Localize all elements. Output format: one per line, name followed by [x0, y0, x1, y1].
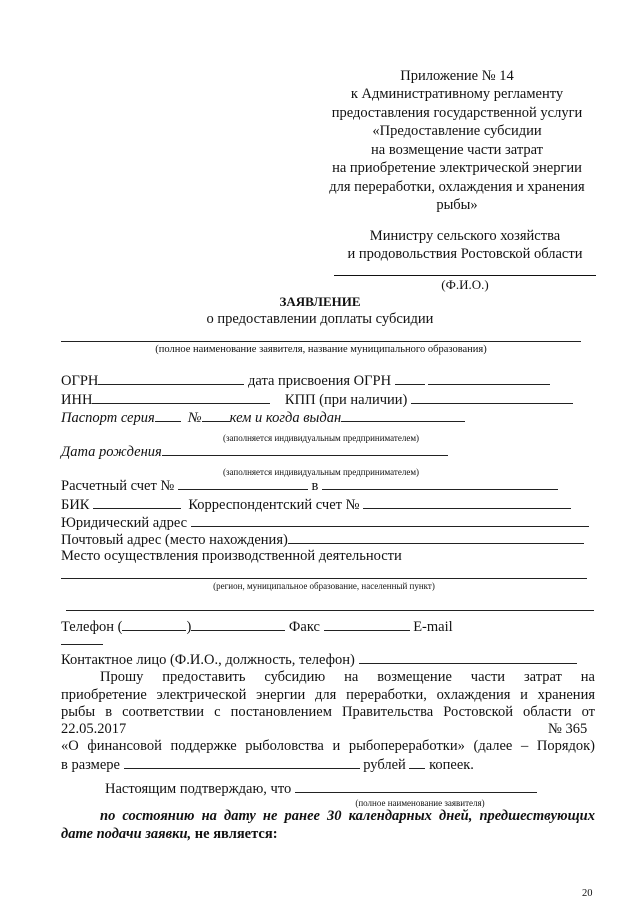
confirm-bold-line-2a: дате подачи заявки,	[61, 826, 192, 842]
contact-field[interactable]	[359, 651, 577, 664]
page-number: 20	[582, 888, 593, 899]
appendix-line: на возмещение части затрат	[371, 142, 543, 158]
inn-row	[61, 391, 573, 409]
bik-row	[61, 496, 571, 514]
contact-label: Контактное лицо (Ф.И.О., должность, телефон)	[61, 652, 355, 668]
addressee-line-1: Министру сельского хозяйства	[369, 228, 561, 244]
document-subtitle: о предоставлении доплаты субсидии	[206, 311, 434, 327]
request-line-3: рыбы в соответствии с постановлением Правительства Ростовской области от	[61, 704, 595, 720]
request-line-2: приобретение электрической энергии для переработки, охлаждения и хранения	[61, 687, 595, 703]
ogrn-date-day-field[interactable]	[395, 372, 425, 385]
amount-rub-field[interactable]	[124, 756, 360, 769]
appendix-line: на приобретение электрической энергии	[332, 160, 582, 176]
confirm-field[interactable]	[295, 780, 537, 793]
phone-label: Телефон (	[61, 619, 123, 635]
confirm-label: Настоящим подтверждаю, что	[105, 781, 292, 797]
ogrn-date-label: дата присвоения ОГРН	[248, 373, 392, 389]
corr-account-label: Корреспондентский счет №	[188, 497, 360, 513]
production-place-line-2[interactable]	[66, 610, 594, 611]
birth-date-label: Дата рождения	[61, 444, 162, 460]
confirm-caption: (полное наименование заявителя)	[355, 798, 485, 808]
phone-field[interactable]	[191, 618, 285, 631]
ogrn-label: ОГРН	[61, 373, 99, 389]
bank-field[interactable]	[322, 477, 558, 490]
amount-kop-field[interactable]	[409, 756, 425, 769]
applicant-caption: (полное наименование заявителя, название муниципального образования)	[155, 344, 487, 355]
confirm-bold-line-2b: не является:	[194, 826, 278, 842]
postal-address-field[interactable]	[288, 531, 584, 544]
phone-code-field[interactable]	[122, 618, 186, 631]
appendix-line: Приложение № 14	[400, 68, 514, 84]
account-field[interactable]	[178, 477, 308, 490]
bank-in-label: в	[311, 478, 319, 494]
passport-number-label: №	[187, 410, 202, 426]
production-place-label: Место осуществления производственной деятельности	[61, 548, 402, 564]
request-number: № 365	[548, 721, 588, 737]
region-caption: (регион, муниципальное образование, населенный пункт)	[213, 581, 435, 591]
ip-caption-1: (заполняется индивидуальным предпринимателем)	[222, 433, 420, 443]
kpp-label: КПП (при наличии)	[284, 392, 408, 408]
passport-issued-label: кем и когда выдан	[229, 410, 342, 426]
phone-close: )	[186, 619, 192, 635]
email-label: E-mail	[413, 619, 453, 635]
passport-series-label: Паспорт серия	[61, 410, 155, 426]
legal-address-row	[61, 514, 589, 532]
addressee-line-2: и продовольствия Ростовской области	[347, 246, 583, 262]
applicant-name-line[interactable]	[61, 341, 581, 342]
appendix-line: для переработки, охлаждения и хранения	[329, 179, 585, 195]
inn-field[interactable]	[92, 391, 270, 404]
corr-account-field[interactable]	[363, 496, 571, 509]
passport-issued-field[interactable]	[341, 409, 465, 422]
passport-row	[61, 409, 465, 427]
amount-row	[61, 756, 474, 774]
confirm-bold-line-2	[61, 826, 278, 843]
ip-caption-2: (заполняется индивидуальным предпринимателем)	[222, 467, 420, 477]
production-place-row	[61, 548, 402, 565]
amount-rub-label: рублей	[363, 757, 406, 773]
contact-row	[61, 651, 577, 669]
bik-label: БИК	[61, 497, 90, 513]
passport-number-field[interactable]	[202, 409, 230, 422]
birth-date-field[interactable]	[162, 443, 448, 456]
phone-row	[61, 618, 453, 636]
account-label: Расчетный счет №	[61, 478, 175, 494]
legal-address-label: Юридический адрес	[61, 515, 188, 531]
fax-field[interactable]	[324, 618, 410, 631]
amount-prefix: в размере	[61, 757, 120, 773]
ogrn-date-field[interactable]	[428, 372, 550, 385]
legal-address-field[interactable]	[191, 514, 589, 527]
appendix-line: предоставления государственной услуги	[331, 105, 583, 121]
fax-label: Факс	[288, 619, 320, 635]
ogrn-field[interactable]	[98, 372, 244, 385]
request-line-5: «О финансовой поддержке рыболовства и рыбопереработки» (далее – Порядок)	[61, 738, 595, 754]
postal-address-label: Почтовый адрес (место нахождения)	[61, 532, 288, 548]
request-date: 22.05.2017	[61, 721, 127, 737]
appendix-line: «Предоставление субсидии	[372, 123, 542, 139]
appendix-line: к Административному регламенту	[350, 86, 564, 102]
bik-field[interactable]	[93, 496, 181, 509]
appendix-line: рыбы»	[436, 197, 478, 213]
birth-date-row	[61, 443, 448, 461]
document-title: ЗАЯВЛЕНИЕ	[279, 294, 361, 309]
account-row	[61, 477, 558, 495]
confirm-bold-line-1: по состоянию на дату не ранее 30 календарных дней, предшествующих	[100, 808, 595, 824]
email-field-line[interactable]	[61, 644, 103, 645]
production-place-line[interactable]	[61, 578, 587, 579]
inn-label: ИНН	[61, 392, 93, 408]
postal-address-row	[61, 531, 584, 549]
kpp-field[interactable]	[411, 391, 573, 404]
confirm-row	[105, 780, 537, 798]
fio-caption: (Ф.И.О.)	[441, 277, 489, 292]
passport-series-field[interactable]	[155, 409, 181, 422]
fio-underline[interactable]	[334, 275, 596, 276]
request-line-1: Прошу предоставить субсидию на возмещение части затрат на	[100, 669, 595, 685]
ogrn-row	[61, 372, 550, 390]
amount-kop-label: копеек.	[429, 757, 474, 773]
